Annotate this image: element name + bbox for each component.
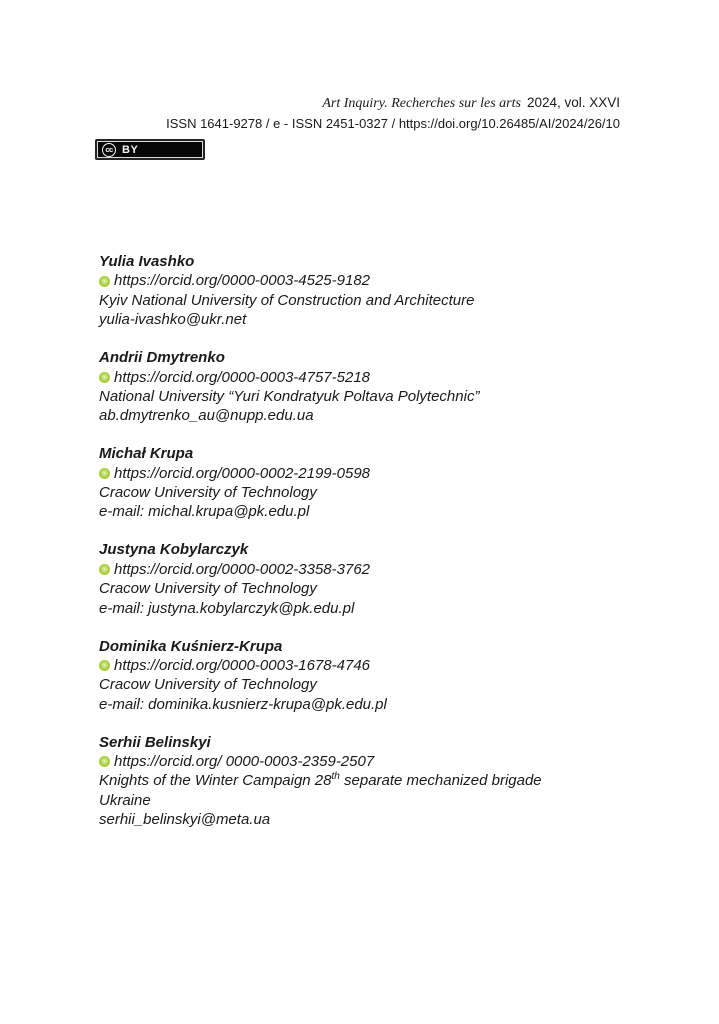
orcid-url[interactable]: https://orcid.org/0000-0003-4525-9182 [114,272,371,290]
license-type-label: BY [122,143,139,156]
orcid-line [99,271,542,290]
orcid-icon [99,756,110,767]
author-block [99,252,542,330]
author-name: Dominika Kuśnierz-Krupa [99,637,283,655]
author-block [99,540,542,618]
affiliation-superscript: th [331,771,340,783]
author-name: Andrii Dmytrenko [99,349,225,367]
author-name: Michał Krupa [99,445,194,463]
author-affiliation: Kyiv National University of Construction and Architecture [99,291,475,309]
authors-section [99,252,542,848]
author-country: Ukraine [99,791,151,809]
author-block [99,637,542,715]
author-email: e-mail: dominika.kusnierz-krupa@pk.edu.pl [99,695,387,713]
cc-by-license-badge[interactable] [95,139,205,160]
journal-line [166,94,620,112]
author-name: Yulia Ivashko [99,253,195,270]
page-header [166,94,620,132]
author-email: ab.dmytrenko_au@nupp.edu.ua [99,407,314,425]
issn-line [166,116,620,132]
journal-title: Art Inquiry. Recherches sur les arts [322,96,521,111]
affiliation-text: Knights of the Winter Campaign 28 [99,772,332,790]
orcid-line [99,656,542,675]
author-name: Serhii Belinskyi [99,733,211,751]
orcid-url[interactable]: https://orcid.org/0000-0003-4757-5218 [114,368,371,386]
author-block [99,348,542,426]
volume-info: 2024, vol. XXVI [526,95,620,110]
orcid-line [99,368,542,387]
author-email: yulia-ivashko@ukr.net [99,311,247,329]
author-email: e-mail: justyna.kobylarczyk@pk.edu.pl [99,599,355,617]
author-affiliation: Cracow University of Technology [99,580,317,598]
author-affiliation: Cracow University of Technology [99,484,317,502]
orcid-line [99,752,542,771]
author-block [99,444,542,522]
orcid-url[interactable]: https://orcid.org/0000-0002-3358-3762 [114,560,371,578]
orcid-icon [99,468,110,479]
orcid-url[interactable]: https://orcid.org/0000-0003-1678-4746 [114,656,371,674]
doi-link[interactable]: https://doi.org/10.26485/AI/2024/26/10 [398,116,620,131]
orcid-icon [99,660,110,671]
affiliation-text: separate mechanized brigade [339,772,542,790]
orcid-line [99,464,542,483]
creative-commons-icon: cc [102,143,116,157]
orcid-icon [99,564,110,575]
author-affiliation [99,771,542,790]
author-email: e-mail: michal.krupa@pk.edu.pl [99,503,310,521]
author-block [99,733,542,830]
issn-info: ISSN 1641-9278 / e - ISSN 2451-0327 / [166,116,399,131]
orcid-line [99,560,542,579]
author-name: Justyna Kobylarczyk [99,541,249,559]
orcid-url[interactable]: https://orcid.org/0000-0002-2199-0598 [114,464,371,482]
author-affiliation: Cracow University of Technology [99,676,317,694]
author-affiliation: National University “Yuri Kondratyuk Poltava Polytechnic” [99,387,480,405]
orcid-icon [99,276,110,287]
orcid-icon [99,372,110,383]
author-email: serhii_belinskyi@meta.ua [99,811,271,829]
orcid-url[interactable]: https://orcid.org/ 0000-0003-2359-2507 [114,753,375,771]
